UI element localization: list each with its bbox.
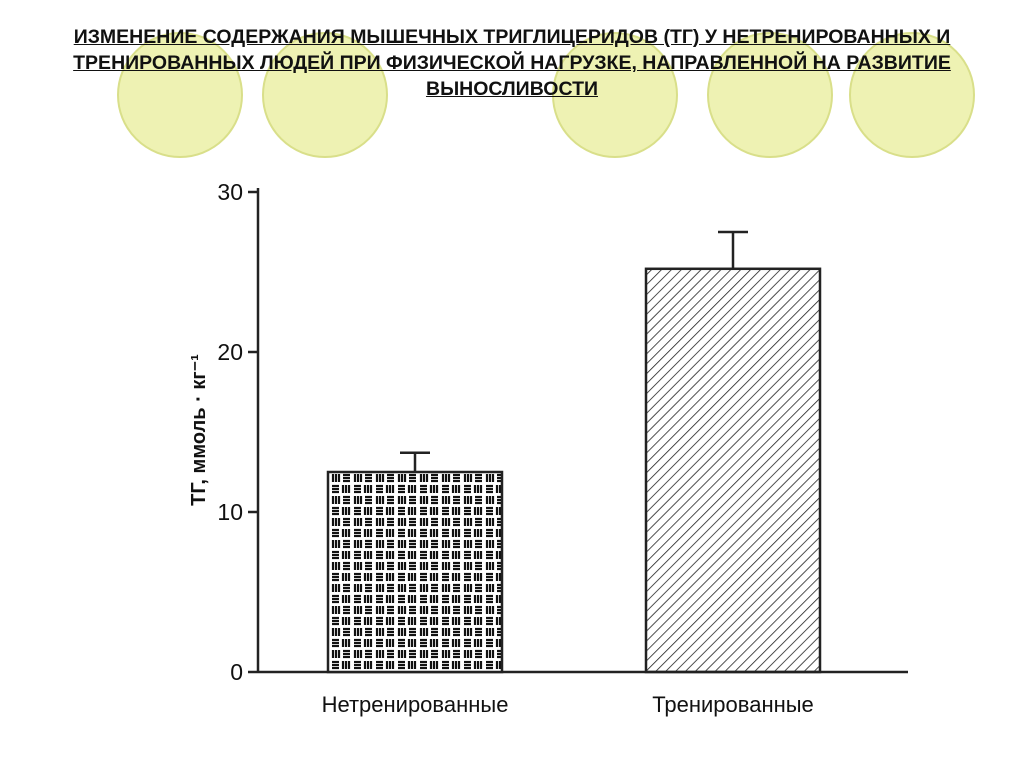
- slide-title: ИЗМЕНЕНИЕ СОДЕРЖАНИЯ МЫШЕЧНЫХ ТРИГЛИЦЕРИДОВ (ТГ) У НЕТРЕНИРОВАННЫХ И ТРЕНИРОВАННЫХ ЛЮДЕЙ ПРИ ФИЗИЧЕСКОЙ НАГРУЗКЕ, НАПРАВЛЕННОЙ НА РАЗВИТИЕ ВЫНОСЛИВОСТИ: [73, 26, 951, 100]
- y-tick-label: 20: [217, 339, 243, 365]
- y-tick-label: 30: [217, 179, 243, 205]
- bar: [646, 269, 820, 672]
- y-axis-label: ТГ, ммоль · кг⁻¹: [188, 354, 210, 506]
- bar: [328, 472, 502, 672]
- x-tick-label: Тренированные: [652, 692, 814, 717]
- x-tick-label: Нетренированные: [321, 692, 509, 717]
- y-tick-label: 0: [230, 659, 243, 685]
- y-tick-label: 10: [217, 499, 243, 525]
